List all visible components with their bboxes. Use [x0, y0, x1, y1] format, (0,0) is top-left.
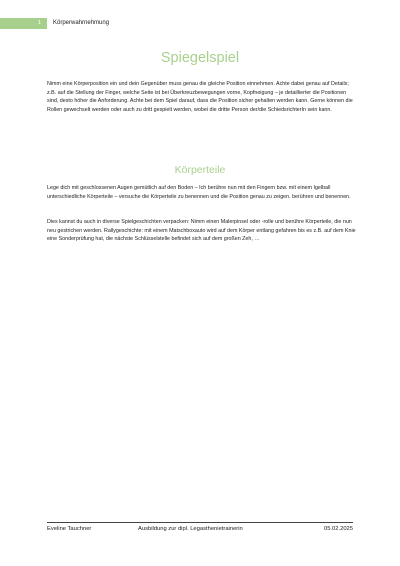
section-heading-spiegelspiel: Spiegelspiel — [160, 50, 240, 66]
footer-author: Eveline Tauchner — [47, 526, 92, 532]
page-header — [0, 18, 400, 29]
section-paragraph-spiegelspiel: Nimm eine Körperposition ein und dein Gegenüber muss genau die gleiche Position einnehmen. Achte dabei genau auf Details; z.B. auf die Stellung der Finger, welche Seite ist bei Überkreuzbewegungen vorne, Kopfneigung – je detaillierter die Positionen sind, desto höher die Anforderung. Achte bei dem Spiel darauf, dass die Position sicher gehalten werden kann. Gerne können die Rollen gewechselt werden oder auch zu dritt gespielt werden, wobei die dritte Person der/die SchiedsrichterIn sein kann. — [47, 81, 353, 113]
section-heading-koerperteile: Körperteile — [174, 164, 226, 176]
footer-date: 05.02.2025 — [323, 526, 353, 532]
footer-divider — [47, 522, 353, 523]
page-number: 1 — [38, 20, 42, 26]
section-paragraph-koerperteile-1: Lege dich mit geschlossenen Augen gemütlich auf den Boden – Ich berühre nun mit den Fingern bzw. mit einem Igelball unterschiedliche Körperteile – versuche die Körperteile zu benennen und die Position genau zu zeigen. berühren und benennen. — [47, 185, 351, 200]
header-accent-tab — [0, 18, 47, 29]
section-paragraph-koerperteile-2: Dies kannst du auch in diverse Spielgeschichten verpacken: Nimm einen Malerpinsel oder -rolle und berühre Körperteile, die nun neu gestrichen werden. Rallygeschichte: mit einem Matschboxauto wird auf dem Körper entlang gefahren bis es z.B. auf dem Knie eine Sonderprüfung hat, die nächste Schlüsselstelle befindet sich auf dem großen Zeh, … — [47, 219, 356, 243]
header-title: Körperwahrnehmung — [53, 20, 110, 26]
footer-course: Ausbildung zur dipl. Legasthenietrainerin — [138, 526, 243, 532]
